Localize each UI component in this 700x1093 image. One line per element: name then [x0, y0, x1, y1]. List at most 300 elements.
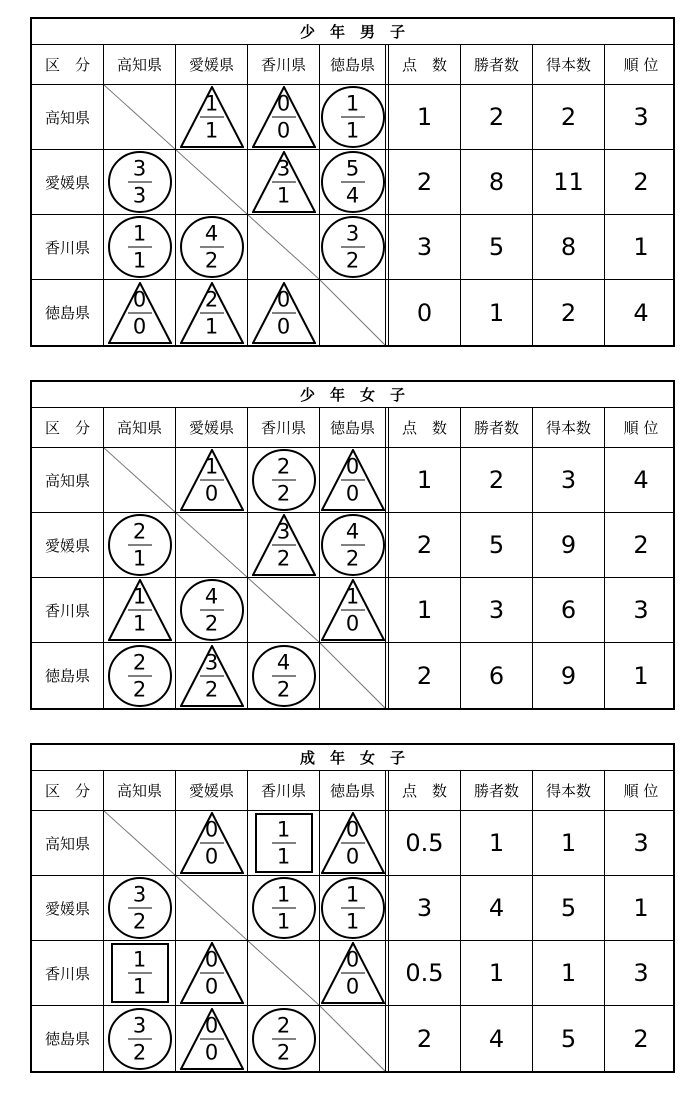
- header-goals: 得本数: [533, 771, 605, 810]
- match-cell: [248, 643, 320, 708]
- score-bar: [128, 312, 152, 313]
- score-bar: [272, 908, 296, 909]
- header-team: 徳島県: [320, 45, 389, 84]
- score-bottom: 1: [276, 844, 291, 869]
- points-value: 3: [389, 876, 461, 940]
- header-team: 徳島県: [320, 408, 389, 447]
- diagonal-slash: [176, 150, 247, 214]
- header-category: 区 分: [32, 408, 104, 447]
- score-bar: [341, 480, 365, 481]
- row-team-label: 徳島県: [32, 280, 104, 345]
- header-rank: 順 位: [623, 419, 659, 437]
- score-bottom: 1: [132, 974, 147, 999]
- table-row: [32, 150, 673, 215]
- diagonal-slash: [104, 811, 175, 875]
- score-top: 0: [345, 454, 360, 479]
- rank-value: 2: [633, 1024, 649, 1053]
- score-bar: [200, 843, 224, 844]
- points-value: 2: [389, 1006, 461, 1071]
- score-top: 1: [276, 817, 291, 842]
- score-bottom: 0: [204, 974, 219, 999]
- match-cell: [320, 811, 389, 875]
- score-top: 2: [204, 287, 219, 311]
- match-cell: [176, 578, 248, 642]
- match-score: [272, 157, 296, 208]
- winners-value: 5: [461, 513, 533, 577]
- score-bar: [272, 675, 296, 676]
- score-bar: [200, 610, 224, 611]
- score-bar: [341, 117, 365, 118]
- table-row: [32, 1006, 673, 1071]
- score-bottom: 1: [132, 611, 147, 636]
- match-cell: [104, 85, 176, 149]
- match-score: [341, 818, 365, 869]
- results-table: [30, 380, 675, 710]
- match-cell: [176, 643, 248, 708]
- diagonal-slash: [104, 85, 175, 149]
- match-score: [341, 157, 365, 208]
- score-bottom: 0: [204, 481, 219, 506]
- score-top: 5: [345, 156, 360, 181]
- row-team-label: 香川県: [32, 941, 104, 1005]
- table-row: [32, 513, 673, 578]
- score-top: 0: [276, 287, 291, 311]
- score-bottom: 1: [204, 314, 219, 338]
- score-bottom: 1: [345, 909, 360, 934]
- goals-value: 5: [533, 876, 605, 940]
- points-value: 1: [389, 85, 461, 149]
- score-bottom: 2: [276, 1040, 291, 1064]
- score-bottom: 0: [345, 611, 360, 636]
- diagonal-slash: [320, 1006, 385, 1071]
- match-cell: [104, 150, 176, 214]
- score-bar: [341, 843, 365, 844]
- match-cell: [248, 513, 320, 577]
- winners-value: 8: [461, 150, 533, 214]
- score-bar: [128, 182, 152, 183]
- match-cell: [176, 150, 248, 214]
- score-top: 1: [204, 91, 219, 116]
- header-team: 高知県: [104, 45, 176, 84]
- header-winners: 勝者数: [461, 771, 533, 810]
- match-cell: [248, 876, 320, 940]
- row-team-label: 高知県: [32, 811, 104, 875]
- score-top: 0: [204, 1013, 219, 1037]
- match-cell: [248, 280, 320, 345]
- match-score: [128, 883, 152, 934]
- score-top: 0: [132, 287, 147, 311]
- score-top: 2: [132, 519, 147, 544]
- points-value: 2: [389, 150, 461, 214]
- score-bottom: 2: [204, 677, 219, 701]
- score-bottom: 0: [345, 481, 360, 506]
- header-row: [32, 408, 673, 448]
- points-value: 2: [389, 643, 461, 708]
- table-row: [32, 280, 673, 345]
- row-team-label: 徳島県: [32, 1006, 104, 1071]
- header-goals: 得本数: [533, 45, 605, 84]
- score-bottom: 2: [204, 248, 219, 273]
- score-top: 2: [132, 650, 147, 674]
- header-points: 点 数: [389, 45, 461, 84]
- match-score: [272, 650, 296, 701]
- score-top: 1: [276, 882, 291, 907]
- match-cell: [320, 1006, 389, 1071]
- score-bottom: 2: [204, 611, 219, 636]
- match-score: [200, 948, 224, 999]
- header-team: 香川県: [248, 408, 320, 447]
- goals-value: 5: [533, 1006, 605, 1071]
- score-top: 2: [276, 454, 291, 479]
- score-bar: [200, 312, 224, 313]
- score-bar: [272, 117, 296, 118]
- table-row: [32, 811, 673, 876]
- match-cell: [104, 513, 176, 577]
- goals-value: 11: [533, 150, 605, 214]
- score-bar: [272, 1038, 296, 1039]
- row-team-label: 愛媛県: [32, 150, 104, 214]
- table-row: [32, 85, 673, 150]
- match-cell: [176, 280, 248, 345]
- score-bottom: 4: [345, 183, 360, 208]
- header-team: 愛媛県: [176, 45, 248, 84]
- winners-value: 2: [461, 85, 533, 149]
- points-value: 0: [389, 280, 461, 345]
- match-score: [272, 1013, 296, 1064]
- rank-value: 3: [633, 103, 649, 131]
- score-bar: [272, 480, 296, 481]
- table-row: [32, 643, 673, 708]
- table-row: [32, 578, 673, 643]
- score-bottom: 0: [132, 314, 147, 338]
- rank-value: 3: [633, 829, 649, 857]
- match-score: [341, 948, 365, 999]
- score-top: 3: [204, 650, 219, 674]
- match-cell: [104, 280, 176, 345]
- score-top: 1: [345, 584, 360, 609]
- score-bar: [341, 545, 365, 546]
- score-bar: [272, 312, 296, 313]
- diagonal-slash: [320, 643, 385, 708]
- goals-value: 6: [533, 578, 605, 642]
- score-top: 4: [204, 584, 219, 609]
- score-bar: [128, 545, 152, 546]
- header-points: 点 数: [389, 771, 461, 810]
- score-bar: [341, 908, 365, 909]
- table-row: [32, 941, 673, 1006]
- match-cell: [248, 85, 320, 149]
- header-team: 高知県: [104, 408, 176, 447]
- match-cell: [248, 941, 320, 1005]
- match-cell: [248, 150, 320, 214]
- match-score: [200, 222, 224, 273]
- row-team-label: 高知県: [32, 85, 104, 149]
- header-rank: 順 位: [623, 56, 659, 74]
- match-score: [200, 650, 224, 701]
- score-bottom: 1: [204, 118, 219, 143]
- match-score: [200, 92, 224, 143]
- score-bar: [341, 182, 365, 183]
- score-top: 4: [345, 519, 360, 544]
- header-team: 香川県: [248, 771, 320, 810]
- match-score: [341, 520, 365, 571]
- score-top: 1: [345, 882, 360, 907]
- score-top: 3: [276, 519, 291, 544]
- match-cell: [104, 941, 176, 1005]
- match-cell: [320, 876, 389, 940]
- score-top: 4: [276, 650, 291, 674]
- rank-value: 1: [633, 233, 649, 261]
- table-title: 少 年 男 子: [32, 19, 673, 45]
- goals-value: 3: [533, 448, 605, 512]
- row-team-label: 愛媛県: [32, 513, 104, 577]
- rank-value: 1: [633, 894, 649, 922]
- rank-value: 2: [633, 531, 649, 559]
- score-bar: [200, 973, 224, 974]
- diagonal-slash: [176, 513, 247, 577]
- match-score: [200, 818, 224, 869]
- match-cell: [104, 876, 176, 940]
- points-value: 3: [389, 215, 461, 279]
- diagonal-slash: [248, 578, 319, 642]
- match-score: [128, 650, 152, 701]
- diagonal-slash: [248, 941, 319, 1005]
- points-value: 0.5: [389, 811, 461, 875]
- rank-value: 3: [633, 596, 649, 624]
- match-cell: [320, 578, 389, 642]
- score-bottom: 1: [276, 909, 291, 934]
- match-cell: [248, 578, 320, 642]
- match-score: [272, 883, 296, 934]
- table-row: [32, 876, 673, 941]
- score-bar: [200, 675, 224, 676]
- score-bottom: 0: [345, 974, 360, 999]
- header-points: 点 数: [389, 408, 461, 447]
- match-cell: [248, 448, 320, 512]
- rank-value: 4: [633, 298, 649, 327]
- diagonal-slash: [320, 280, 385, 345]
- score-bottom: 3: [132, 183, 147, 208]
- match-score: [272, 818, 296, 869]
- match-cell: [320, 85, 389, 149]
- match-score: [341, 222, 365, 273]
- header-team: 徳島県: [320, 771, 389, 810]
- score-bottom: 2: [132, 1040, 147, 1064]
- match-cell: [320, 513, 389, 577]
- score-top: 0: [204, 817, 219, 842]
- rank-value: 3: [633, 959, 649, 987]
- score-top: 4: [204, 221, 219, 246]
- header-winners: 勝者数: [461, 408, 533, 447]
- match-score: [200, 585, 224, 636]
- score-top: 0: [204, 947, 219, 972]
- table-title: 成 年 女 子: [32, 745, 673, 771]
- match-score: [128, 948, 152, 999]
- score-top: 3: [132, 882, 147, 907]
- match-score: [272, 287, 296, 338]
- score-bottom: 2: [345, 248, 360, 273]
- rank-value: 2: [633, 168, 649, 196]
- header-row: [32, 45, 673, 85]
- winners-value: 4: [461, 1006, 533, 1071]
- diagonal-slash: [248, 215, 319, 279]
- score-bar: [200, 480, 224, 481]
- match-score: [128, 520, 152, 571]
- match-cell: [320, 280, 389, 345]
- score-bar: [272, 545, 296, 546]
- goals-value: 1: [533, 811, 605, 875]
- match-score: [200, 287, 224, 338]
- score-top: 1: [132, 221, 147, 246]
- score-bar: [272, 182, 296, 183]
- match-score: [128, 1013, 152, 1064]
- points-value: 0.5: [389, 941, 461, 1005]
- match-cell: [248, 811, 320, 875]
- match-cell: [248, 1006, 320, 1071]
- winners-value: 5: [461, 215, 533, 279]
- header-team: 愛媛県: [176, 771, 248, 810]
- header-team: 愛媛県: [176, 408, 248, 447]
- score-bar: [200, 117, 224, 118]
- winners-value: 6: [461, 643, 533, 708]
- score-bar: [128, 610, 152, 611]
- match-score: [341, 92, 365, 143]
- score-bar: [128, 973, 152, 974]
- goals-value: 2: [533, 85, 605, 149]
- match-cell: [320, 643, 389, 708]
- match-score: [128, 585, 152, 636]
- score-bottom: 2: [276, 546, 291, 571]
- goals-value: 2: [533, 280, 605, 345]
- match-cell: [176, 1006, 248, 1071]
- score-top: 1: [345, 91, 360, 116]
- row-team-label: 香川県: [32, 215, 104, 279]
- score-top: 1: [132, 947, 147, 972]
- match-cell: [176, 513, 248, 577]
- score-bottom: 0: [276, 118, 291, 143]
- match-cell: [320, 150, 389, 214]
- match-cell: [320, 941, 389, 1005]
- score-bottom: 0: [204, 1040, 219, 1064]
- match-cell: [104, 448, 176, 512]
- match-score: [200, 1013, 224, 1064]
- score-bottom: 1: [276, 183, 291, 208]
- winners-value: 3: [461, 578, 533, 642]
- winners-value: 1: [461, 941, 533, 1005]
- score-bottom: 2: [276, 677, 291, 701]
- match-score: [128, 157, 152, 208]
- score-top: 1: [132, 584, 147, 609]
- points-value: 2: [389, 513, 461, 577]
- score-bar: [200, 1038, 224, 1039]
- score-top: 0: [345, 817, 360, 842]
- score-bar: [272, 843, 296, 844]
- goals-value: 9: [533, 643, 605, 708]
- header-rank: 順 位: [623, 782, 659, 800]
- match-cell: [176, 941, 248, 1005]
- header-winners: 勝者数: [461, 45, 533, 84]
- results-table: [30, 17, 675, 347]
- score-bottom: 1: [345, 118, 360, 143]
- score-bottom: 1: [132, 248, 147, 273]
- score-bottom: 2: [345, 546, 360, 571]
- winners-value: 4: [461, 876, 533, 940]
- results-table: [30, 743, 675, 1073]
- score-bar: [128, 1038, 152, 1039]
- match-score: [128, 222, 152, 273]
- score-top: 1: [204, 454, 219, 479]
- match-score: [341, 455, 365, 506]
- goals-value: 1: [533, 941, 605, 1005]
- score-bar: [128, 675, 152, 676]
- table-title: 少 年 女 子: [32, 382, 673, 408]
- score-top: 0: [345, 947, 360, 972]
- row-team-label: 愛媛県: [32, 876, 104, 940]
- score-bar: [128, 908, 152, 909]
- match-score: [272, 455, 296, 506]
- score-bottom: 0: [276, 314, 291, 338]
- match-cell: [176, 876, 248, 940]
- score-bottom: 2: [276, 481, 291, 506]
- match-cell: [320, 215, 389, 279]
- diagonal-slash: [104, 448, 175, 512]
- score-bottom: 0: [204, 844, 219, 869]
- match-cell: [320, 448, 389, 512]
- rank-value: 1: [633, 661, 649, 690]
- table-row: [32, 215, 673, 280]
- match-cell: [104, 578, 176, 642]
- score-bar: [341, 973, 365, 974]
- match-score: [272, 520, 296, 571]
- score-top: 0: [276, 91, 291, 116]
- score-bar: [341, 247, 365, 248]
- header-goals: 得本数: [533, 408, 605, 447]
- row-team-label: 香川県: [32, 578, 104, 642]
- points-value: 1: [389, 578, 461, 642]
- match-cell: [104, 215, 176, 279]
- match-cell: [104, 1006, 176, 1071]
- rank-value: 4: [633, 466, 649, 494]
- header-team: 香川県: [248, 45, 320, 84]
- score-bar: [128, 247, 152, 248]
- match-score: [341, 585, 365, 636]
- goals-value: 9: [533, 513, 605, 577]
- match-score: [341, 883, 365, 934]
- score-top: 2: [276, 1013, 291, 1037]
- match-cell: [176, 215, 248, 279]
- score-bottom: 2: [132, 909, 147, 934]
- winners-value: 1: [461, 811, 533, 875]
- score-top: 3: [276, 156, 291, 181]
- diagonal-slash: [176, 876, 247, 940]
- header-category: 区 分: [32, 771, 104, 810]
- score-bottom: 2: [132, 677, 147, 701]
- score-bottom: 1: [132, 546, 147, 571]
- winners-value: 2: [461, 448, 533, 512]
- match-score: [128, 287, 152, 338]
- score-top: 3: [132, 156, 147, 181]
- match-cell: [176, 85, 248, 149]
- score-bar: [341, 610, 365, 611]
- match-cell: [176, 811, 248, 875]
- match-cell: [104, 643, 176, 708]
- score-top: 3: [345, 221, 360, 246]
- winners-value: 1: [461, 280, 533, 345]
- score-top: 3: [132, 1013, 147, 1037]
- score-bottom: 0: [345, 844, 360, 869]
- score-bar: [200, 247, 224, 248]
- table-row: [32, 448, 673, 513]
